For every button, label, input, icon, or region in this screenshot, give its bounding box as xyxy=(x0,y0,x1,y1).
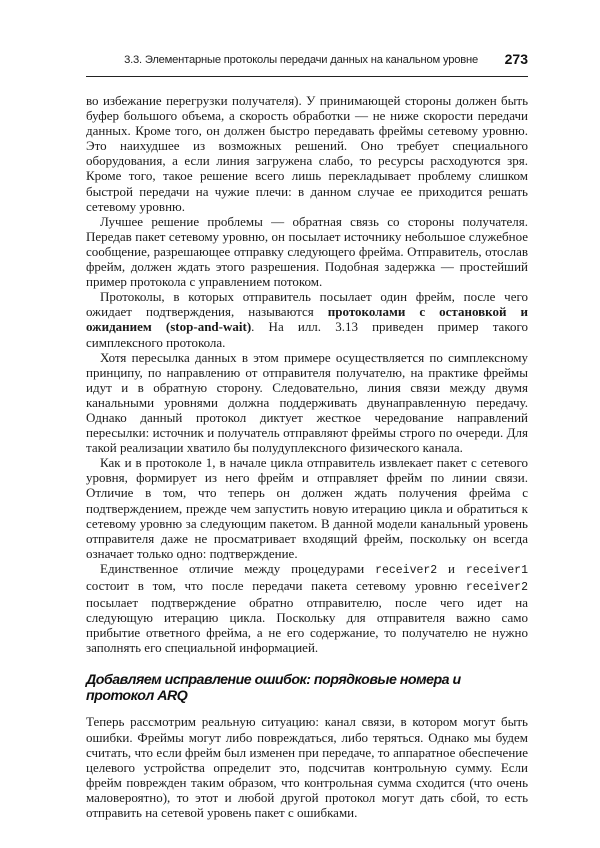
paragraph-3 xyxy=(86,289,528,349)
page-body xyxy=(86,93,528,820)
running-header-title: 3.3. Элементарные протоколы передачи данных на канальном уровне xyxy=(124,54,478,66)
code-receiver2: receiver2 xyxy=(375,563,438,577)
paragraph-6 xyxy=(86,561,528,656)
page-number: 273 xyxy=(504,51,528,67)
paragraph-3-after: . На илл. 3.13 приведен пример такого симплексного протокола. xyxy=(86,319,528,350)
running-header xyxy=(86,50,528,77)
paragraph-5: Как и в протоколе 1, в начале цикла отправитель извлекает пакет с сетевого уровня, формирует из него фрейм и отправляет фрейм по линии связи. Отличие в том, что теперь он должен ждать получения фрейма с подтверждением, прежде чем запустить новую итерацию цикла и обратиться к сетевому уровню за следующим пакетом. В данной модели канальный уровень отправителя даже не просматривает входящий фрейм, поскольку он всегда означает только одно: подтверждение. xyxy=(86,455,528,561)
paragraph-3-before: Протоколы, в которых отправитель посылает один фрейм, после чего ожидает подтверждения, называются xyxy=(86,289,528,320)
paragraph-7: Теперь рассмотрим реальную ситуацию: канал связи, в котором могут быть ошибки. Фреймы могут либо повреждаться, либо теряться. Однако мы будем считать, что если фрейм был изменен при передаче, то аппаратное обеспечение целевого устройства определит это, подсчитав контрольную сумму. Если фрейм поврежден таким образом, что контрольная сумма сходится (что очень маловероятно), то этот и любой другой протокол могут дать сбой, то есть отправить на сетевой уровень пакет с ошибками. xyxy=(86,714,528,821)
paragraph-1: во избежание перегрузки получателя). У принимающей стороны должен быть буфер большого объема, а скорость обработки — не ниже скорости передачи данных. Кроме того, он должен быстро передавать фреймы сетевому уровню. Это наихудшее из возможных решений. Оно требует специального оборудования, а если линия загружена слабо, то ресурсы расходуются зря. Кроме того, такое решение всего лишь перекладывает проблему слишком быстрой передачи на чужие плечи: в данном случае ее приходится решать сетевому уровню. xyxy=(86,93,528,214)
paragraph-6-part4: посылает подтверждение обратно отправителю, после чего идет на следующую итерацию цикла. Поскольку для отправителя важно само прибытие ответного фрейма, а не его содержание, то получателю не нужно заполнять его специальной информацией. xyxy=(86,595,528,656)
paragraph-6-part2: и xyxy=(437,560,466,576)
stop-and-wait-term: протоколами с остановкой и ожиданием (stop-and-wait) xyxy=(86,304,529,335)
code-receiver2-second: receiver2 xyxy=(465,581,528,594)
paragraph-6-part1: Единственное отличие между процедурами xyxy=(100,560,376,576)
paragraph-4: Хотя пересылка данных в этом примере осуществляется по симплексному принципу, по направлению от отправителя получателю, на практике фреймы идут и в обратную сторону. Следовательно, линия связи между двумя канальными уровнями должна поддерживать двунаправленную передачу. Однако данный протокол диктует жесткое чередование направлений пересылки: источник и получатель отправляют фреймы строго по очереди. Для такой реализации хватило бы полудуплексного физического канала. xyxy=(86,349,528,456)
code-receiver1: receiver1 xyxy=(465,563,528,577)
paragraph-6-part3: состоит в том, что после передачи пакета сетевому уровню xyxy=(86,578,466,593)
paragraph-2: Лучшее решение проблемы — обратная связь со стороны получателя. Передав пакет сетевому уровню, он посылает источнику небольшое служебное сообщение, разрешающее отправку следующего фрейма. Отправитель, отослав фрейм, должен ждать этого разрешения. Подобная задержка — простейший пример протокола с управлением потоком. xyxy=(86,213,528,290)
section-heading: Добавляем исправление ошибок: порядковые номера и протокол ARQ xyxy=(86,672,461,705)
